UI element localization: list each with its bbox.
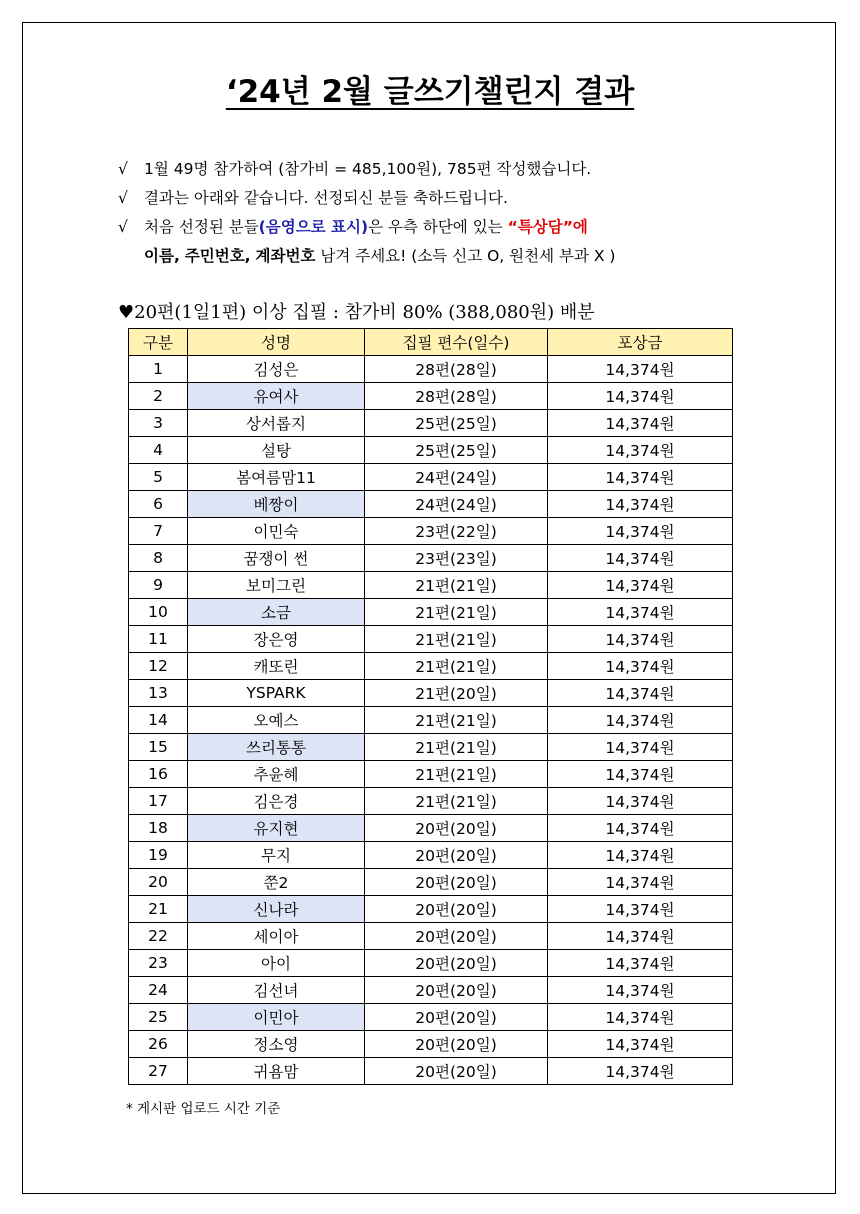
check-icon: √ <box>118 160 128 178</box>
cell-no: 9 <box>129 572 188 599</box>
cell-no: 14 <box>129 707 188 734</box>
cell-name: 신나라 <box>188 896 365 923</box>
cell-no: 21 <box>129 896 188 923</box>
cell-count: 20편(20일) <box>365 896 548 923</box>
cell-prize: 14,374원 <box>548 896 733 923</box>
cell-prize: 14,374원 <box>548 383 733 410</box>
cell-count: 25편(25일) <box>365 410 548 437</box>
check-icon: √ <box>118 218 128 236</box>
cell-prize: 14,374원 <box>548 545 733 572</box>
column-header-name: 성명 <box>188 329 365 356</box>
cell-count: 21편(21일) <box>365 626 548 653</box>
column-header-no: 구분 <box>129 329 188 356</box>
cell-no: 25 <box>129 1004 188 1031</box>
table-row <box>129 950 733 977</box>
table-header-row <box>129 329 733 356</box>
cell-name: 이민아 <box>188 1004 365 1031</box>
cell-name: 무지 <box>188 842 365 869</box>
page-title: ‘24년 2월 글쓰기챌린지 결과 <box>225 74 635 110</box>
cell-no: 10 <box>129 599 188 626</box>
cell-no: 18 <box>129 815 188 842</box>
cell-count: 20편(20일) <box>365 1058 548 1085</box>
cell-prize: 14,374원 <box>548 572 733 599</box>
column-header-count: 집필 편수(일수) <box>365 329 548 356</box>
cell-prize: 14,374원 <box>548 410 733 437</box>
cell-no: 23 <box>129 950 188 977</box>
cell-count: 21편(21일) <box>365 599 548 626</box>
table-row <box>129 410 733 437</box>
cell-name: 아이 <box>188 950 365 977</box>
cell-prize: 14,374원 <box>548 734 733 761</box>
cell-count: 24편(24일) <box>365 491 548 518</box>
table-row <box>129 599 733 626</box>
cell-name: 이민숙 <box>188 518 365 545</box>
footnote: * 게시판 업로드 시간 기준 <box>126 1101 281 1117</box>
cell-count: 20편(20일) <box>365 923 548 950</box>
cell-prize: 14,374원 <box>548 518 733 545</box>
cell-count: 20편(20일) <box>365 950 548 977</box>
cell-count: 21편(20일) <box>365 680 548 707</box>
cell-name: 김성은 <box>188 356 365 383</box>
cell-name: 봄여름맘11 <box>188 464 365 491</box>
cell-name: 보미그린 <box>188 572 365 599</box>
table-row <box>129 815 733 842</box>
cell-name: 추윤혜 <box>188 761 365 788</box>
cell-count: 28편(28일) <box>365 383 548 410</box>
cell-prize: 14,374원 <box>548 842 733 869</box>
cell-no: 22 <box>129 923 188 950</box>
cell-no: 20 <box>129 869 188 896</box>
table-row <box>129 491 733 518</box>
cell-prize: 14,374원 <box>548 950 733 977</box>
cell-no: 2 <box>129 383 188 410</box>
cell-prize: 14,374원 <box>548 761 733 788</box>
cell-prize: 14,374원 <box>548 1058 733 1085</box>
notice-line-3: √ 처음 선정된 분들(음영으로 표시)은 우측 하단에 있는 “특상담”에 <box>118 213 615 242</box>
cell-count: 20편(20일) <box>365 869 548 896</box>
cell-prize: 14,374원 <box>548 626 733 653</box>
cell-prize: 14,374원 <box>548 1031 733 1058</box>
cell-prize: 14,374원 <box>548 437 733 464</box>
table-row <box>129 788 733 815</box>
table-row <box>129 653 733 680</box>
cell-count: 21편(21일) <box>365 788 548 815</box>
heart-icon: ♥ <box>118 302 135 323</box>
cell-no: 16 <box>129 761 188 788</box>
cell-prize: 14,374원 <box>548 491 733 518</box>
table-row <box>129 734 733 761</box>
notice-line-2: √ 결과는 아래와 같습니다. 선정되신 분들 축하드립니다. <box>118 184 615 213</box>
cell-prize: 14,374원 <box>548 599 733 626</box>
cell-no: 12 <box>129 653 188 680</box>
notice-line-4: 이름, 주민번호, 계좌번호 남겨 주세요! (소득 신고 O, 원천세 부과 X ) <box>144 247 616 265</box>
cell-name: YSPARK <box>188 680 365 707</box>
cell-prize: 14,374원 <box>548 788 733 815</box>
cell-no: 7 <box>129 518 188 545</box>
cell-name: 세이아 <box>188 923 365 950</box>
table-row <box>129 383 733 410</box>
table-row <box>129 923 733 950</box>
cell-no: 13 <box>129 680 188 707</box>
cell-no: 17 <box>129 788 188 815</box>
cell-name: 귀욤맘 <box>188 1058 365 1085</box>
table-row <box>129 518 733 545</box>
cell-count: 20편(20일) <box>365 1031 548 1058</box>
table-row <box>129 572 733 599</box>
table-row <box>129 761 733 788</box>
cell-count: 20편(20일) <box>365 1004 548 1031</box>
cell-count: 28편(28일) <box>365 356 548 383</box>
cell-name: 베짱이 <box>188 491 365 518</box>
notice-line-1: √ 1월 49명 참가하여 (참가비 = 485,100원), 785편 작성했습니다. <box>118 155 615 184</box>
cell-no: 5 <box>129 464 188 491</box>
table-row <box>129 707 733 734</box>
cell-name: 김선녀 <box>188 977 365 1004</box>
cell-name: 소금 <box>188 599 365 626</box>
cell-count: 21편(21일) <box>365 734 548 761</box>
cell-prize: 14,374원 <box>548 815 733 842</box>
cell-name: 쓰리통통 <box>188 734 365 761</box>
cell-count: 25편(25일) <box>365 437 548 464</box>
cell-name: 김은경 <box>188 788 365 815</box>
cell-no: 11 <box>129 626 188 653</box>
cell-name: 캐또린 <box>188 653 365 680</box>
cell-count: 24편(24일) <box>365 464 548 491</box>
table-row <box>129 680 733 707</box>
cell-count: 20편(20일) <box>365 815 548 842</box>
special-board-name: “특상담”에 <box>507 218 588 236</box>
table-row <box>129 896 733 923</box>
cell-name: 쭌2 <box>188 869 365 896</box>
cell-count: 21편(21일) <box>365 761 548 788</box>
cell-prize: 14,374원 <box>548 356 733 383</box>
cell-prize: 14,374원 <box>548 653 733 680</box>
cell-name: 오예스 <box>188 707 365 734</box>
cell-no: 24 <box>129 977 188 1004</box>
table-row <box>129 1004 733 1031</box>
cell-count: 21편(21일) <box>365 572 548 599</box>
notice-block <box>118 155 615 271</box>
cell-name: 꿈쟁이 썬 <box>188 545 365 572</box>
cell-prize: 14,374원 <box>548 707 733 734</box>
table-row <box>129 464 733 491</box>
cell-no: 19 <box>129 842 188 869</box>
cell-prize: 14,374원 <box>548 923 733 950</box>
cell-name: 상서롭지 <box>188 410 365 437</box>
results-table <box>128 328 733 1085</box>
cell-no: 4 <box>129 437 188 464</box>
cell-count: 21편(21일) <box>365 707 548 734</box>
table-row <box>129 869 733 896</box>
table-row <box>129 1058 733 1085</box>
cell-count: 23편(23일) <box>365 545 548 572</box>
shading-note: (음영으로 표시) <box>258 218 369 236</box>
cell-count: 20편(20일) <box>365 842 548 869</box>
cell-prize: 14,374원 <box>548 977 733 1004</box>
table-row <box>129 842 733 869</box>
cell-name: 정소영 <box>188 1031 365 1058</box>
cell-name: 유지현 <box>188 815 365 842</box>
table-row <box>129 977 733 1004</box>
cell-name: 설탕 <box>188 437 365 464</box>
table-row <box>129 545 733 572</box>
table-row <box>129 626 733 653</box>
cell-count: 20편(20일) <box>365 977 548 1004</box>
cell-no: 6 <box>129 491 188 518</box>
cell-prize: 14,374원 <box>548 680 733 707</box>
column-header-prize: 포상금 <box>548 329 733 356</box>
cell-prize: 14,374원 <box>548 1004 733 1031</box>
cell-count: 23편(22일) <box>365 518 548 545</box>
cell-no: 27 <box>129 1058 188 1085</box>
table-row <box>129 356 733 383</box>
cell-no: 8 <box>129 545 188 572</box>
cell-no: 1 <box>129 356 188 383</box>
cell-count: 21편(21일) <box>365 653 548 680</box>
cell-prize: 14,374원 <box>548 869 733 896</box>
section-heading: ♥20편(1일1편) 이상 집필 : 참가비 80% (388,080원) 배분 <box>118 302 595 323</box>
cell-no: 26 <box>129 1031 188 1058</box>
table-row <box>129 1031 733 1058</box>
cell-name: 장은영 <box>188 626 365 653</box>
table-row <box>129 437 733 464</box>
check-icon: √ <box>118 189 128 207</box>
cell-name: 유여사 <box>188 383 365 410</box>
cell-prize: 14,374원 <box>548 464 733 491</box>
cell-no: 15 <box>129 734 188 761</box>
cell-no: 3 <box>129 410 188 437</box>
